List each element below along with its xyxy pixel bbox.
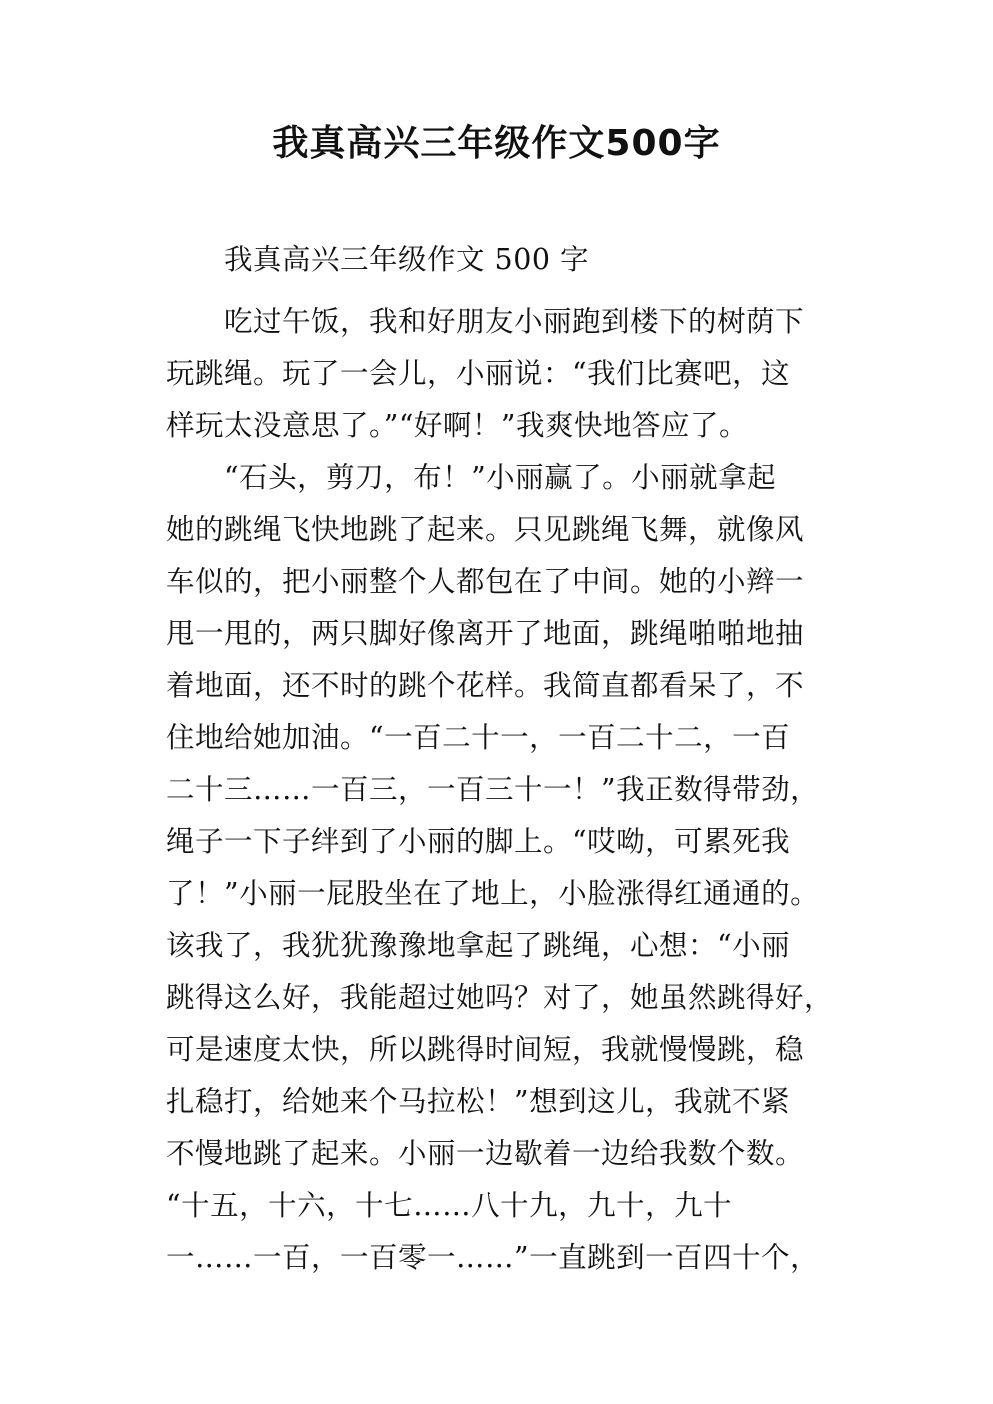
body-line: 车似的，把小丽整个人都包在了中间。她的小辫一 — [166, 565, 805, 598]
body-line: 我真高兴三年级作文 500 字 — [224, 243, 590, 276]
body-line: 该我了，我犹犹豫豫地拿起了跳绳，心想：“小丽 — [166, 929, 791, 962]
body-line: 可是速度太快，所以跳得时间短，我就慢慢跳，稳 — [166, 1033, 805, 1066]
body-line: 样玩太没意思了。”“好啊！”我爽快地答应了。 — [166, 409, 748, 442]
document-title: 我真高兴三年级作文500字 — [272, 123, 721, 164]
body-line: 着地面，还不时的跳个花样。我简直都看呆了，不 — [166, 669, 805, 702]
body-line: 一……一百，一百零一……”一直跳到一百四十个， — [166, 1241, 820, 1274]
body-line: 住地给她加油。“一百二十一，一百二十二，一百 — [166, 721, 791, 754]
body-line: 二十三……一百三，一百三十一！”我正数得带劲， — [166, 773, 820, 806]
body-line: 玩跳绳。玩了一会儿，小丽说：“我们比赛吧，这 — [166, 357, 791, 390]
body-line: 甩一甩的，两只脚好像离开了地面，跳绳啪啪地抽 — [166, 617, 805, 650]
body-line: 跳得这么好，我能超过她吗？对了，她虽然跳得好， — [166, 981, 834, 1014]
body-line: 不慢地跳了起来。小丽一边歇着一边给我数个数。 — [166, 1137, 805, 1170]
body-line: 她的跳绳飞快地跳了起来。只见跳绳飞舞，就像风 — [166, 513, 805, 546]
body-line: “石头，剪刀，布！”小丽赢了。小丽就拿起 — [224, 461, 777, 494]
body-line: 扎稳打，给她来个马拉松！”想到这儿，我就不紧 — [166, 1085, 791, 1118]
body-line: “十五，十六，十七……八十九，九十，九十 — [166, 1189, 733, 1222]
body-line: 吃过午饭，我和好朋友小丽跑到楼下的树荫下 — [224, 305, 805, 338]
body-line: 了！”小丽一屁股坐在了地上，小脸涨得红通通的。 — [166, 877, 820, 910]
body-line: 绳子一下子绊到了小丽的脚上。“哎呦，可累死我 — [166, 825, 791, 858]
